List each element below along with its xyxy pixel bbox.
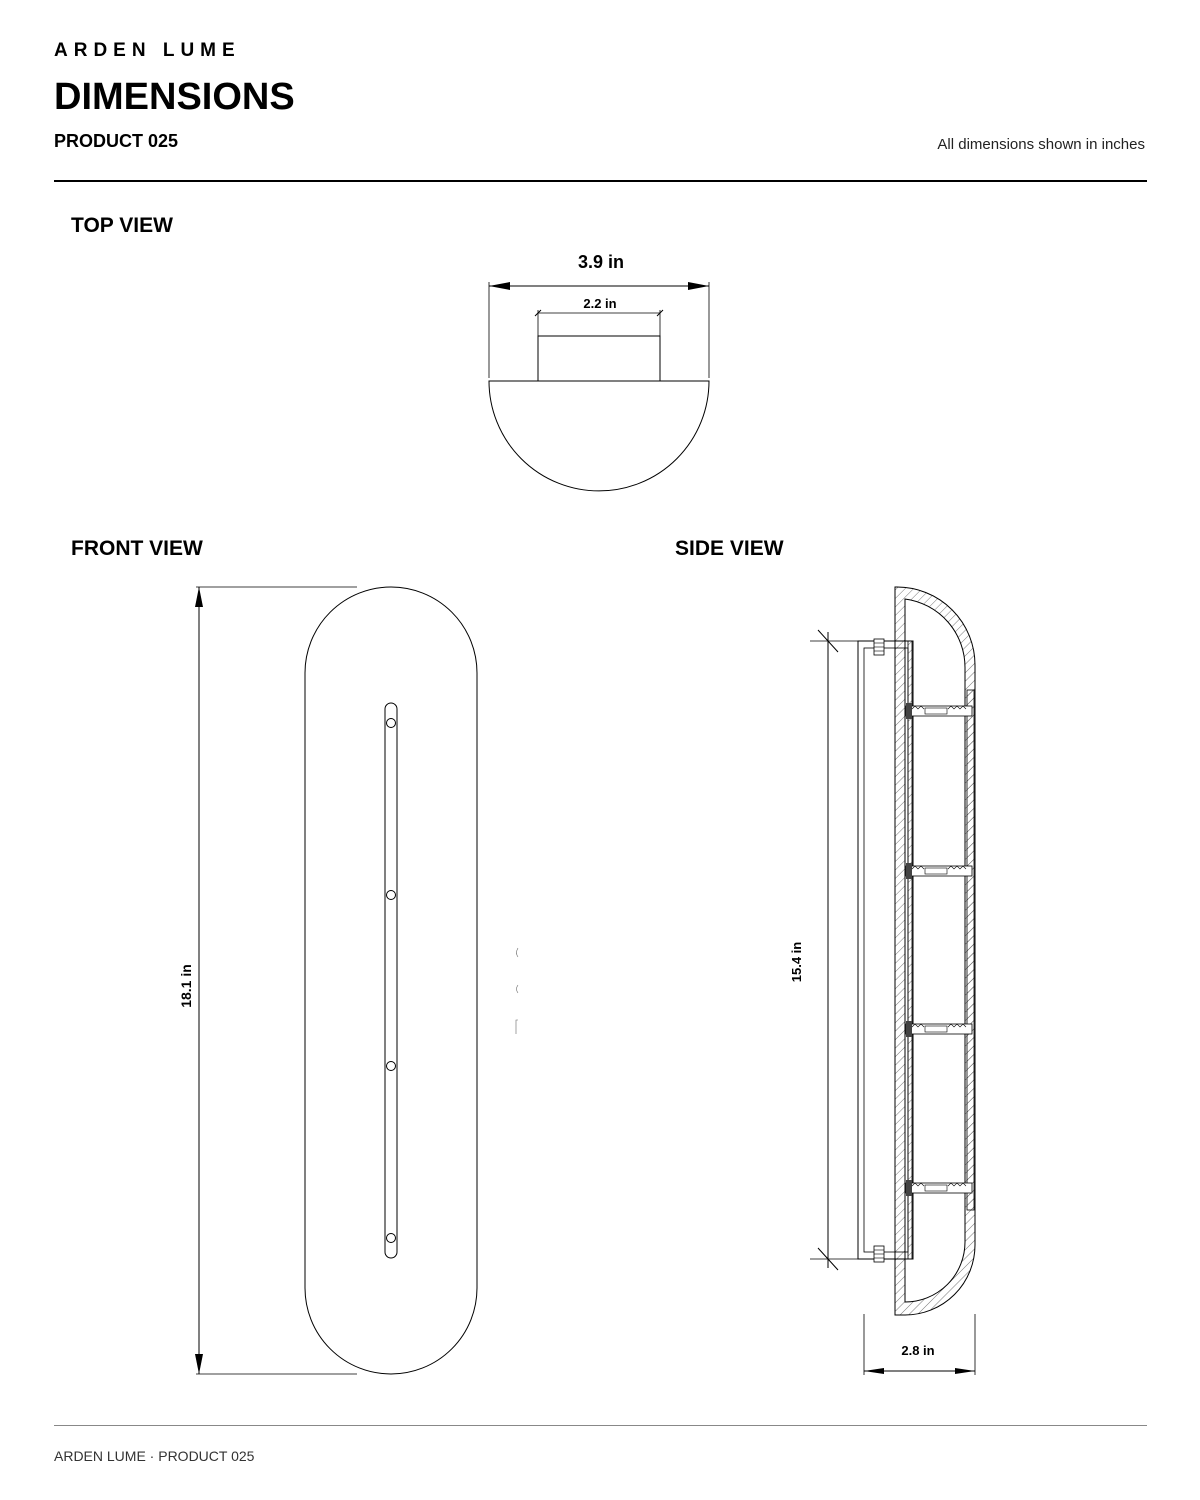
side-height-label: 15.4 in — [789, 941, 804, 983]
front-view-light-slot — [385, 703, 397, 1258]
front-view-shade — [305, 587, 477, 1374]
side-bracket-3 — [906, 1021, 972, 1037]
front-height-label: 18.1 in — [178, 964, 194, 1008]
top-view-backplate — [538, 336, 660, 381]
side-bracket-4 — [906, 1180, 972, 1196]
top-view-label: TOP VIEW — [71, 214, 173, 237]
page-title: DIMENSIONS — [54, 76, 295, 118]
side-view-shade — [895, 587, 975, 1315]
side-depth-label: 2.8 in — [901, 1343, 935, 1358]
footer-text: ARDEN LUME · PRODUCT 025 — [54, 1448, 255, 1464]
side-bracket-1 — [906, 703, 972, 719]
top-overall-width-label: 3.9 in — [577, 252, 625, 272]
front-screw-4 — [387, 1234, 396, 1243]
side-bracket-2 — [906, 863, 972, 879]
top-view-drawing — [489, 282, 709, 491]
footer-divider — [54, 1425, 1147, 1426]
front-screw-3 — [387, 1062, 396, 1071]
front-view-drawing — [195, 587, 518, 1374]
brand-name: ARDEN LUME — [54, 40, 241, 61]
side-view-label: SIDE VIEW — [675, 537, 784, 560]
top-backplate-width-label: 2.2 in — [583, 296, 617, 311]
front-view-label: FRONT VIEW — [71, 537, 203, 560]
units-note: All dimensions shown in inches — [937, 136, 1145, 153]
front-screw-1 — [387, 719, 396, 728]
top-view-shade — [489, 381, 709, 491]
product-id: PRODUCT 025 — [54, 131, 179, 151]
side-view-drawing — [810, 587, 975, 1375]
front-screw-2 — [387, 891, 396, 900]
